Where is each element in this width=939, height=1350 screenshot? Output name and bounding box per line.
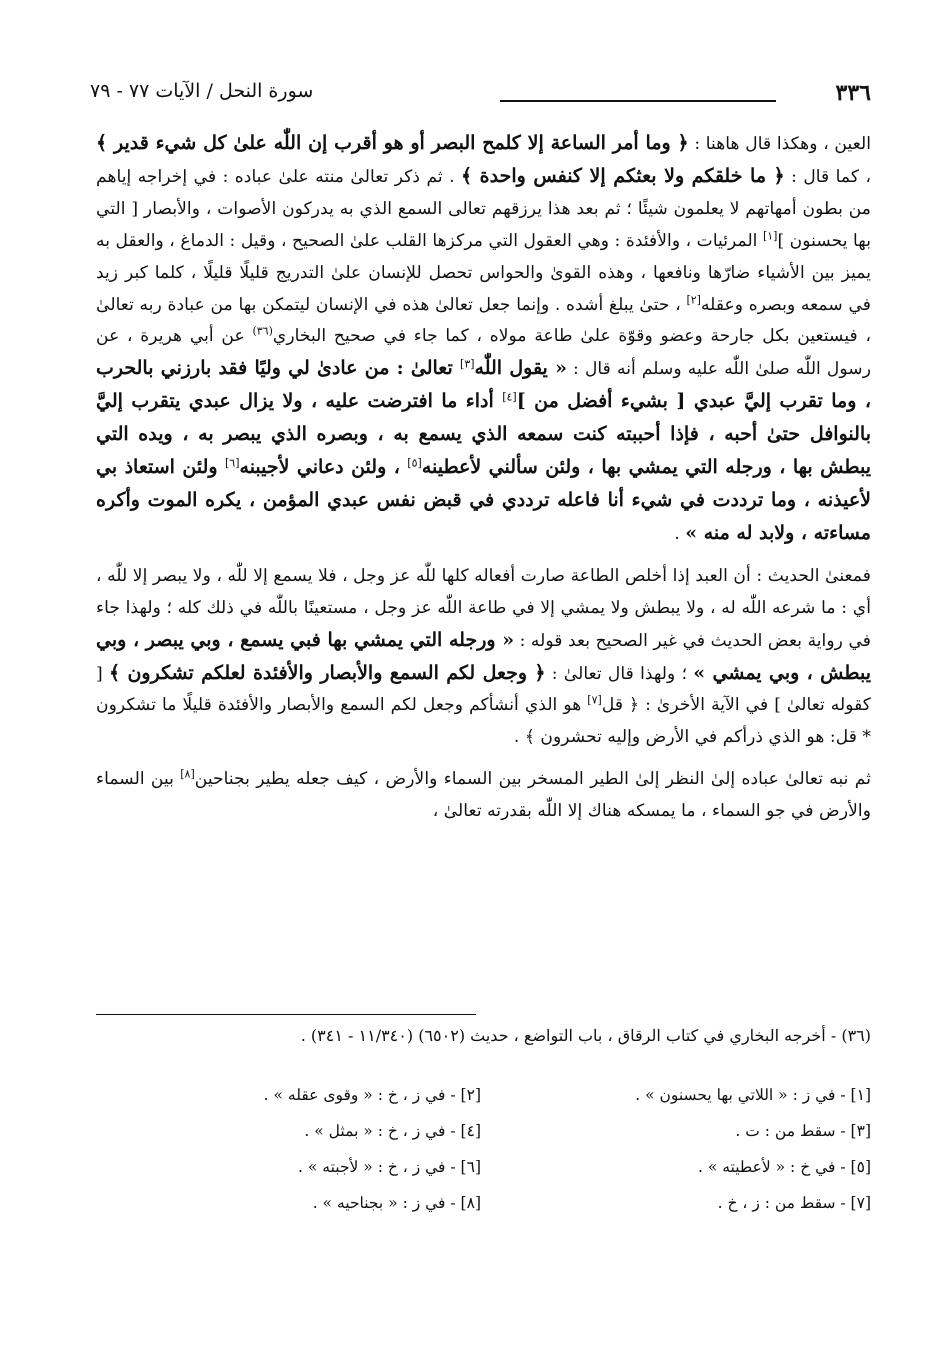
footnote-marker: [٨] xyxy=(180,767,195,781)
footnote-marker: [١] xyxy=(762,228,778,242)
text-run: ثم نبه تعالىٰ عباده إلىٰ النظر إلىٰ الطير المسخر بين السماء والأرض ، كيف جعله يطير بجناحين xyxy=(194,769,871,790)
quoted-text: تعالىٰ : من عادىٰ لي وليًا فقد بارزني بالحرب ، وما تقرب إليَّ عبدي [ بشيء أفضل من ] xyxy=(96,357,871,413)
footnote-row xyxy=(91,1122,871,1158)
footnote: [٧] - سقط من : ز ، خ . xyxy=(717,1194,871,1212)
quoted-text: ولئن استعاذ بي لأعيذنه ، وما ترددت في شيء أنا فاعله ترددي في قبض نفس عبدي المؤمن ، يكره الموت وأكره مساءته ، ولابد له منه » xyxy=(96,456,871,544)
footnote-marker: (٣٦) xyxy=(252,324,273,338)
footnote-marker: [٣] xyxy=(460,357,475,371)
running-title: سورة النحل / الآيات ٧٧ - ٧٩ xyxy=(90,80,314,102)
footnote-rule xyxy=(96,1014,476,1015)
footnote: [٨] - في ز : « بجناحيه » . xyxy=(312,1194,481,1212)
quoted-text: « يقول اللّٰه xyxy=(474,357,567,380)
text-run: [ كقوله تعالىٰ ] في الآية الأخرىٰ : ﴿ قل xyxy=(96,663,871,716)
paragraph xyxy=(96,561,871,754)
footnote: [١] - في ز : « اللاتي بها يحسنون » . xyxy=(635,1086,871,1104)
footnote-marker: [٤] xyxy=(502,390,517,404)
footnote-grid xyxy=(91,1086,871,1230)
text-run: العين ، وهكذا قال هاهنا : xyxy=(688,134,872,154)
footnote-main: (٣٦) - أخرجه البخاري في كتاب الرقاق ، باب التواضع ، حديث (٦٥٠٢) (١١/٣٤٠ - ٣٤١) . xyxy=(300,1026,871,1045)
footnote-row xyxy=(91,1086,871,1122)
footnote-marker: [٦] xyxy=(225,456,240,470)
text-run: . xyxy=(674,523,686,544)
quoted-text: ، ولئن دعاني لأجيبنه xyxy=(239,456,408,479)
footnote: [٢] - في ز ، خ : « وقوى عقله » . xyxy=(263,1086,481,1104)
paragraph xyxy=(96,764,871,828)
body-text xyxy=(96,128,871,828)
footnote-row xyxy=(91,1158,871,1194)
header-rule xyxy=(500,100,776,102)
quoted-text: ﴿ وما أمر الساعة إلا كلمح البصر أو هو أقرب إن اللّٰه علىٰ كل شيء قدير ﴾ xyxy=(96,132,689,154)
text-run: فمعنىٰ الحديث : أن العبد إذا أخلص الطاعة صارت أفعاله كلها للّٰه عز وجل ، فلا يسمع إلا للّٰه ، ولا يبصر إلا للّٰه ، أي : ما شرعه اللّٰه له ، ولا يبطش ولا يمشي إلا في طاعة اللّٰه عز وجل ، مستعينًا باللّٰه في ذلك كله ؛ ولهذا جاء في رواية بعض الحديث في غير الصحيح بعد قوله : xyxy=(96,565,871,651)
footnote-marker: [٢] xyxy=(686,292,701,306)
quoted-text: « ورجله التي يمشي بها فبي يسمع ، وبي يبصر ، وبي يبطش ، وبي يمشي » xyxy=(96,628,872,684)
quoted-text: ﴿ وجعل لكم السمع والأبصار والأفئدة لعلكم تشكرون ﴾ xyxy=(108,661,546,684)
page-number: ٣٣٦ xyxy=(835,80,871,106)
page-header xyxy=(90,80,871,110)
footnote-marker: [٥] xyxy=(407,456,422,470)
footnote-marker: [٧] xyxy=(587,693,602,707)
quoted-text: أداء ما افترضت عليه ، ولا يزال عبدي يتقرب إليَّ بالنوافل حتىٰ أحبه ، فإذا أحببته كنت سمعه الذي يسمع به ، وبصره الذي يبصر به ، ويده التي يبطش بها ، ورجله التي يمشي بها ، ولئن سألني لأعطينه xyxy=(96,390,871,479)
footnote: [٦] - في ز ، خ : « لأجبته » . xyxy=(298,1158,481,1176)
text-run: بين السماء والأرض في جو السماء ، ما يمسكه هناك إلا اللّٰه بقدرته تعالىٰ ، xyxy=(96,769,871,822)
text-run: المرئيات ، والأفئدة : وهي العقول التي مركزها القلب علىٰ الصحيح ، وقيل : الدماغ ، والعقل به يميز بين الأشياء ضارّها ونافعها ، وهذه القوىٰ والحواس تحصل للإنسان علىٰ التدريج قليلًا قليلًا ، كلما كبر زيد في سمعه وبصره وعقله xyxy=(96,230,871,315)
text-run: عن أبي هريرة ، عن رسول اللّٰه صلىٰ اللّٰه عليه وسلم أنه قال : xyxy=(96,326,871,380)
text-run: ، كما قال : xyxy=(784,166,871,187)
text-run: هو الذي أنشأكم وجعل لكم السمع والأبصار والأفئدة قليلًا ما تشكرون * قل: هو الذي ذرأكم في الأرض وإليه تحشرون ﴾ . xyxy=(96,695,871,748)
text-run: . ثم ذكر تعالىٰ منته علىٰ عباده : في إخراجه إياهم من بطون أمهاتهم لا يعلمون شيئًا ؛ ثم بعد هذا يرزقهم تعالى السمع الذي به يدركون الأصوات ، والأبصار [ التي بها يحسنون ] xyxy=(96,166,871,251)
footnote-row xyxy=(91,1194,871,1230)
footnote: [٣] - سقط من : ت . xyxy=(735,1122,871,1140)
quoted-text: ﴿ ما خلقكم ولا بعثكم إلا كنفس واحدة ﴾ xyxy=(460,164,785,187)
text-run: ؛ ولهذا قال تعالىٰ : xyxy=(545,663,694,684)
footnote: [٤] - في ز ، خ : « بمثل » . xyxy=(304,1122,481,1140)
paragraph xyxy=(96,128,871,551)
footnote: [٥] - في خ : « لأعطيته » . xyxy=(697,1158,871,1176)
text-run: ، حتىٰ يبلغ أشده . وإنما جعل تعالىٰ هذه في الإنسان ليتمكن بها من عبادة ربه تعالىٰ ، فيستعين بكل جارحة وعضو وقوّة علىٰ طاعة مولاه ، كما جاء في صحيح البخاري xyxy=(96,294,871,347)
